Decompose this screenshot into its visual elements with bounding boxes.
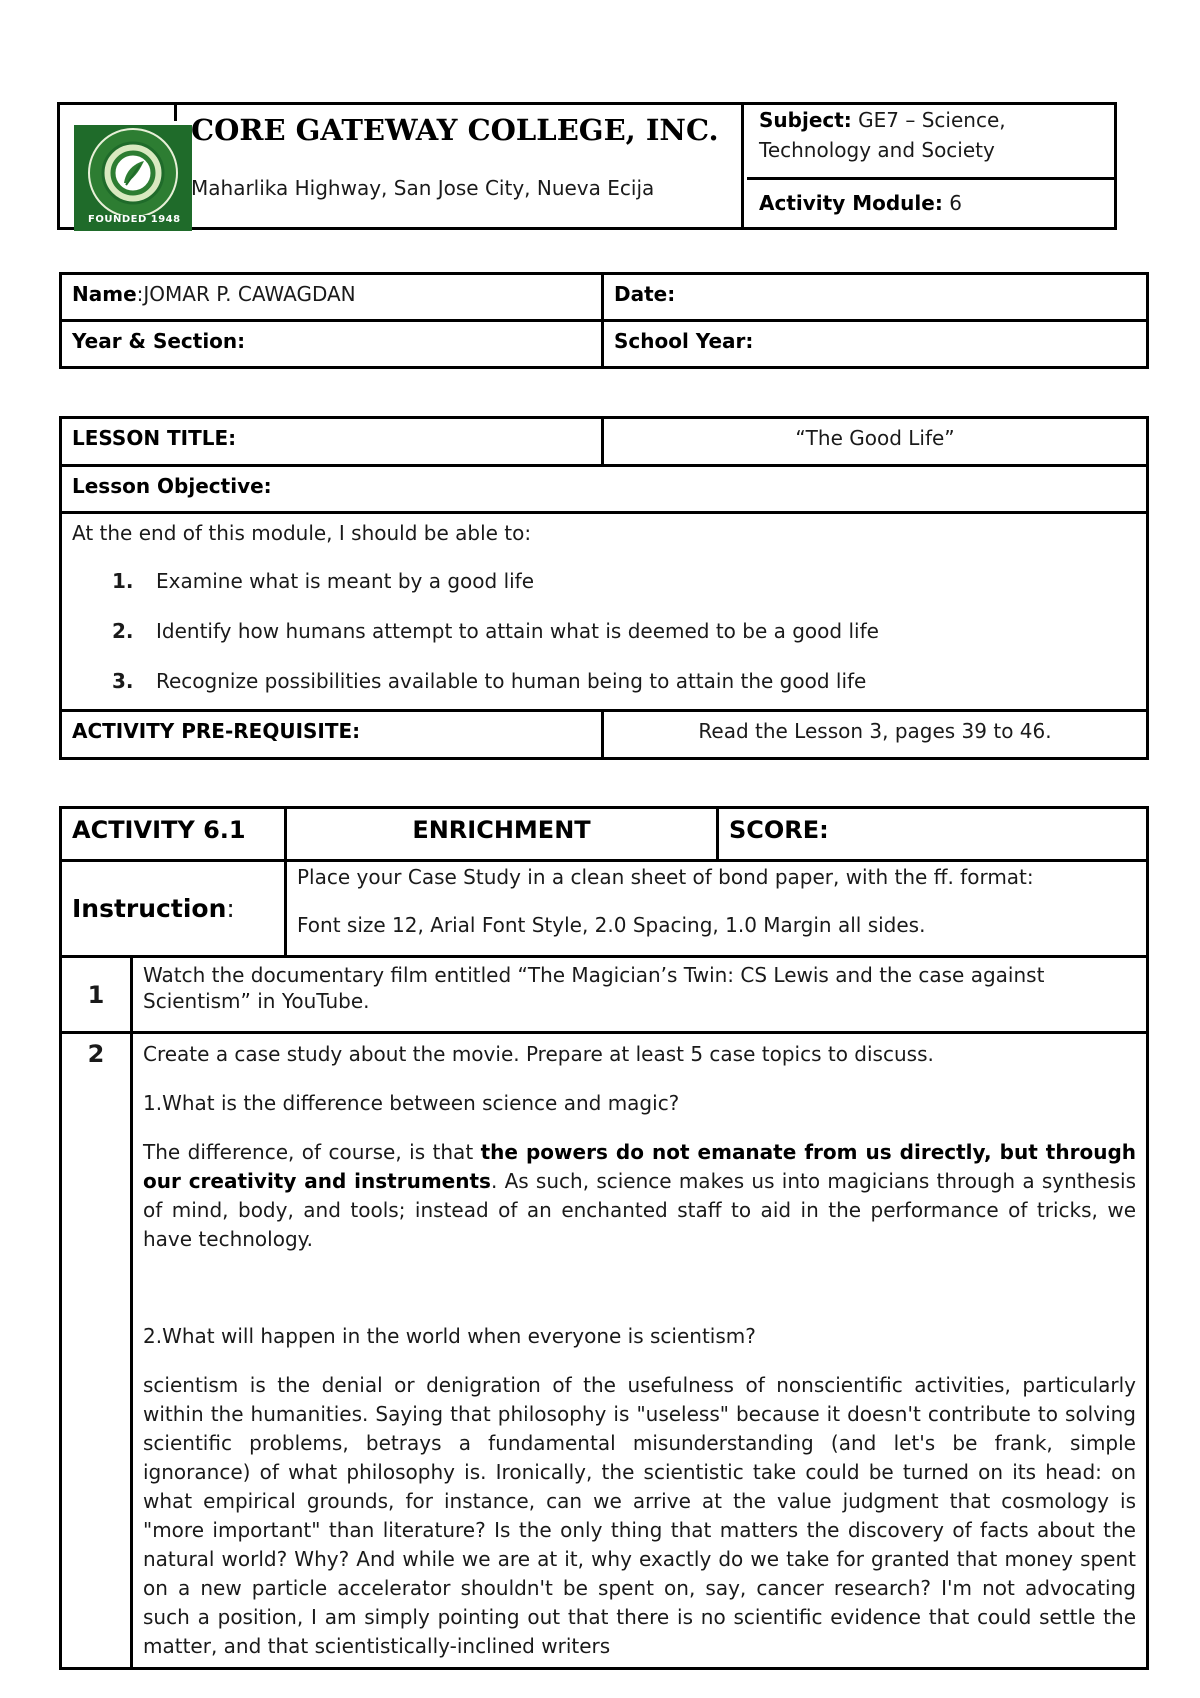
subject-box: [747, 105, 1114, 180]
lesson-objective-body: [61, 513, 1148, 711]
prereq-value: Read the Lesson 3, pages 39 to 46.: [603, 711, 1148, 759]
name-label: Name: [72, 282, 137, 306]
lesson-title-label: LESSON TITLE:: [72, 426, 237, 450]
question-1: 1.What is the difference between science and magic?: [143, 1091, 680, 1115]
subject-value: GE7 – Science, Technology and Society: [759, 108, 1006, 162]
school-year-label: School Year:: [614, 329, 754, 353]
student-info-table: [59, 272, 1149, 369]
instruction-body: [286, 861, 1148, 957]
step-1-text: Watch the documentary film entitled “The Magician’s Twin: CS Lewis and the case against Scientism” in YouTube.: [132, 957, 1148, 1033]
step-number: 2: [61, 1033, 132, 1669]
college-address: Maharlika Highway, San Jose City, Nueva Ecija: [191, 176, 655, 200]
list-item: 3. Recognize possibilities available to human being to attain the good life: [112, 669, 867, 693]
module-label: Activity Module:: [759, 191, 943, 215]
objective-list: [72, 568, 1136, 696]
lesson-table: [59, 416, 1149, 760]
lesson-objective-label-cell: [61, 466, 1148, 513]
answer-1: The difference, of course, is that the powers do not emanate from us directly, but through our creativity and instruments. As such, science makes us into magicians through a synthesis of mind, body, and tools; instead of an enchanted staff to aid in the performance of tricks, we have technology.: [143, 1140, 1137, 1251]
activity-id: ACTIVITY 6.1: [61, 808, 286, 861]
activity-score-label: SCORE:: [718, 808, 1148, 861]
document-header: [57, 102, 1117, 230]
instruction-label: Instruction: [72, 894, 227, 923]
activity-table: [59, 806, 1149, 1670]
step-2-intro: Create a case study about the movie. Prepare at least 5 case topics to discuss.: [143, 1042, 934, 1066]
name-value: JOMAR P. CAWAGDAN: [143, 282, 356, 306]
year-section-label: Year & Section:: [72, 329, 246, 353]
college-info: [60, 105, 744, 227]
subject-info: [747, 105, 1114, 227]
date-cell: [603, 274, 1148, 321]
list-item: 2. Identify how humans attempt to attain what is deemed to be a good life: [112, 619, 879, 643]
lesson-title-label-cell: [61, 418, 603, 466]
instruction-colon: :: [226, 894, 235, 923]
module-box: [747, 183, 1114, 227]
step-number: 1: [61, 957, 132, 1033]
step-2-body: [132, 1033, 1148, 1669]
question-2: 2.What will happen in the world when everyone is scientism?: [143, 1324, 756, 1348]
objective-intro: At the end of this module, I should be able to:: [72, 521, 532, 545]
school-year-cell: [603, 321, 1148, 368]
answer-1-emphasis: the powers do not emanate from us directly, but through our creativity and instruments: [143, 1140, 1136, 1193]
lesson-objective-label: Lesson Objective:: [72, 474, 272, 498]
name-cell: Name:JOMAR P. CAWAGDAN: [61, 274, 603, 321]
list-item: 1. Examine what is meant by a good life: [112, 569, 535, 593]
answer-2: scientism is the denial or denigration of the usefulness of nonscientific activities, particularly within the humanities. Saying that philosophy is "useless" because it doesn't contribute to solving scientific problems, betrays a fundamental misunderstanding (and let's be frank, simple ignorance) of what philosophy is. Ironically, the scientistic take could be turned on its head: on what empirical grounds, for instance, can we arrive at the value judgment that cosmology is "more important" than literature? Is the only thing that matters the discovery of facts about the natural world? Why? And while we are at it, why exactly do we take for granted that money spent on a new particle accelerator shouldn't be spent on, say, cancer research? I'm not advocating such a position, I am simply pointing out that there is no scientific evidence that could settle the matter, and that scientistically-inclined writers: [143, 1373, 1136, 1658]
instruction-line-1: Place your Case Study in a clean sheet of bond paper, with the ff. format:: [297, 865, 1034, 889]
college-name: CORE GATEWAY COLLEGE, INC.: [191, 113, 719, 147]
lesson-title-value: “The Good Life”: [603, 418, 1148, 466]
year-section-cell: [61, 321, 603, 368]
instruction-line-2: Font size 12, Arial Font Style, 2.0 Spacing, 1.0 Margin all sides.: [297, 913, 926, 937]
module-value: 6: [949, 191, 962, 215]
seal-founded-text: FOUNDED 1948: [88, 214, 181, 225]
logo-divider: [174, 105, 177, 121]
date-label: Date:: [614, 282, 676, 306]
prereq-label: ACTIVITY PRE-REQUISITE:: [72, 719, 361, 743]
instruction-label-cell: [61, 861, 286, 957]
subject-label: Subject:: [759, 108, 852, 132]
prereq-label-cell: [61, 711, 603, 759]
activity-type: ENRICHMENT: [286, 808, 718, 861]
college-seal-logo: [74, 125, 192, 231]
